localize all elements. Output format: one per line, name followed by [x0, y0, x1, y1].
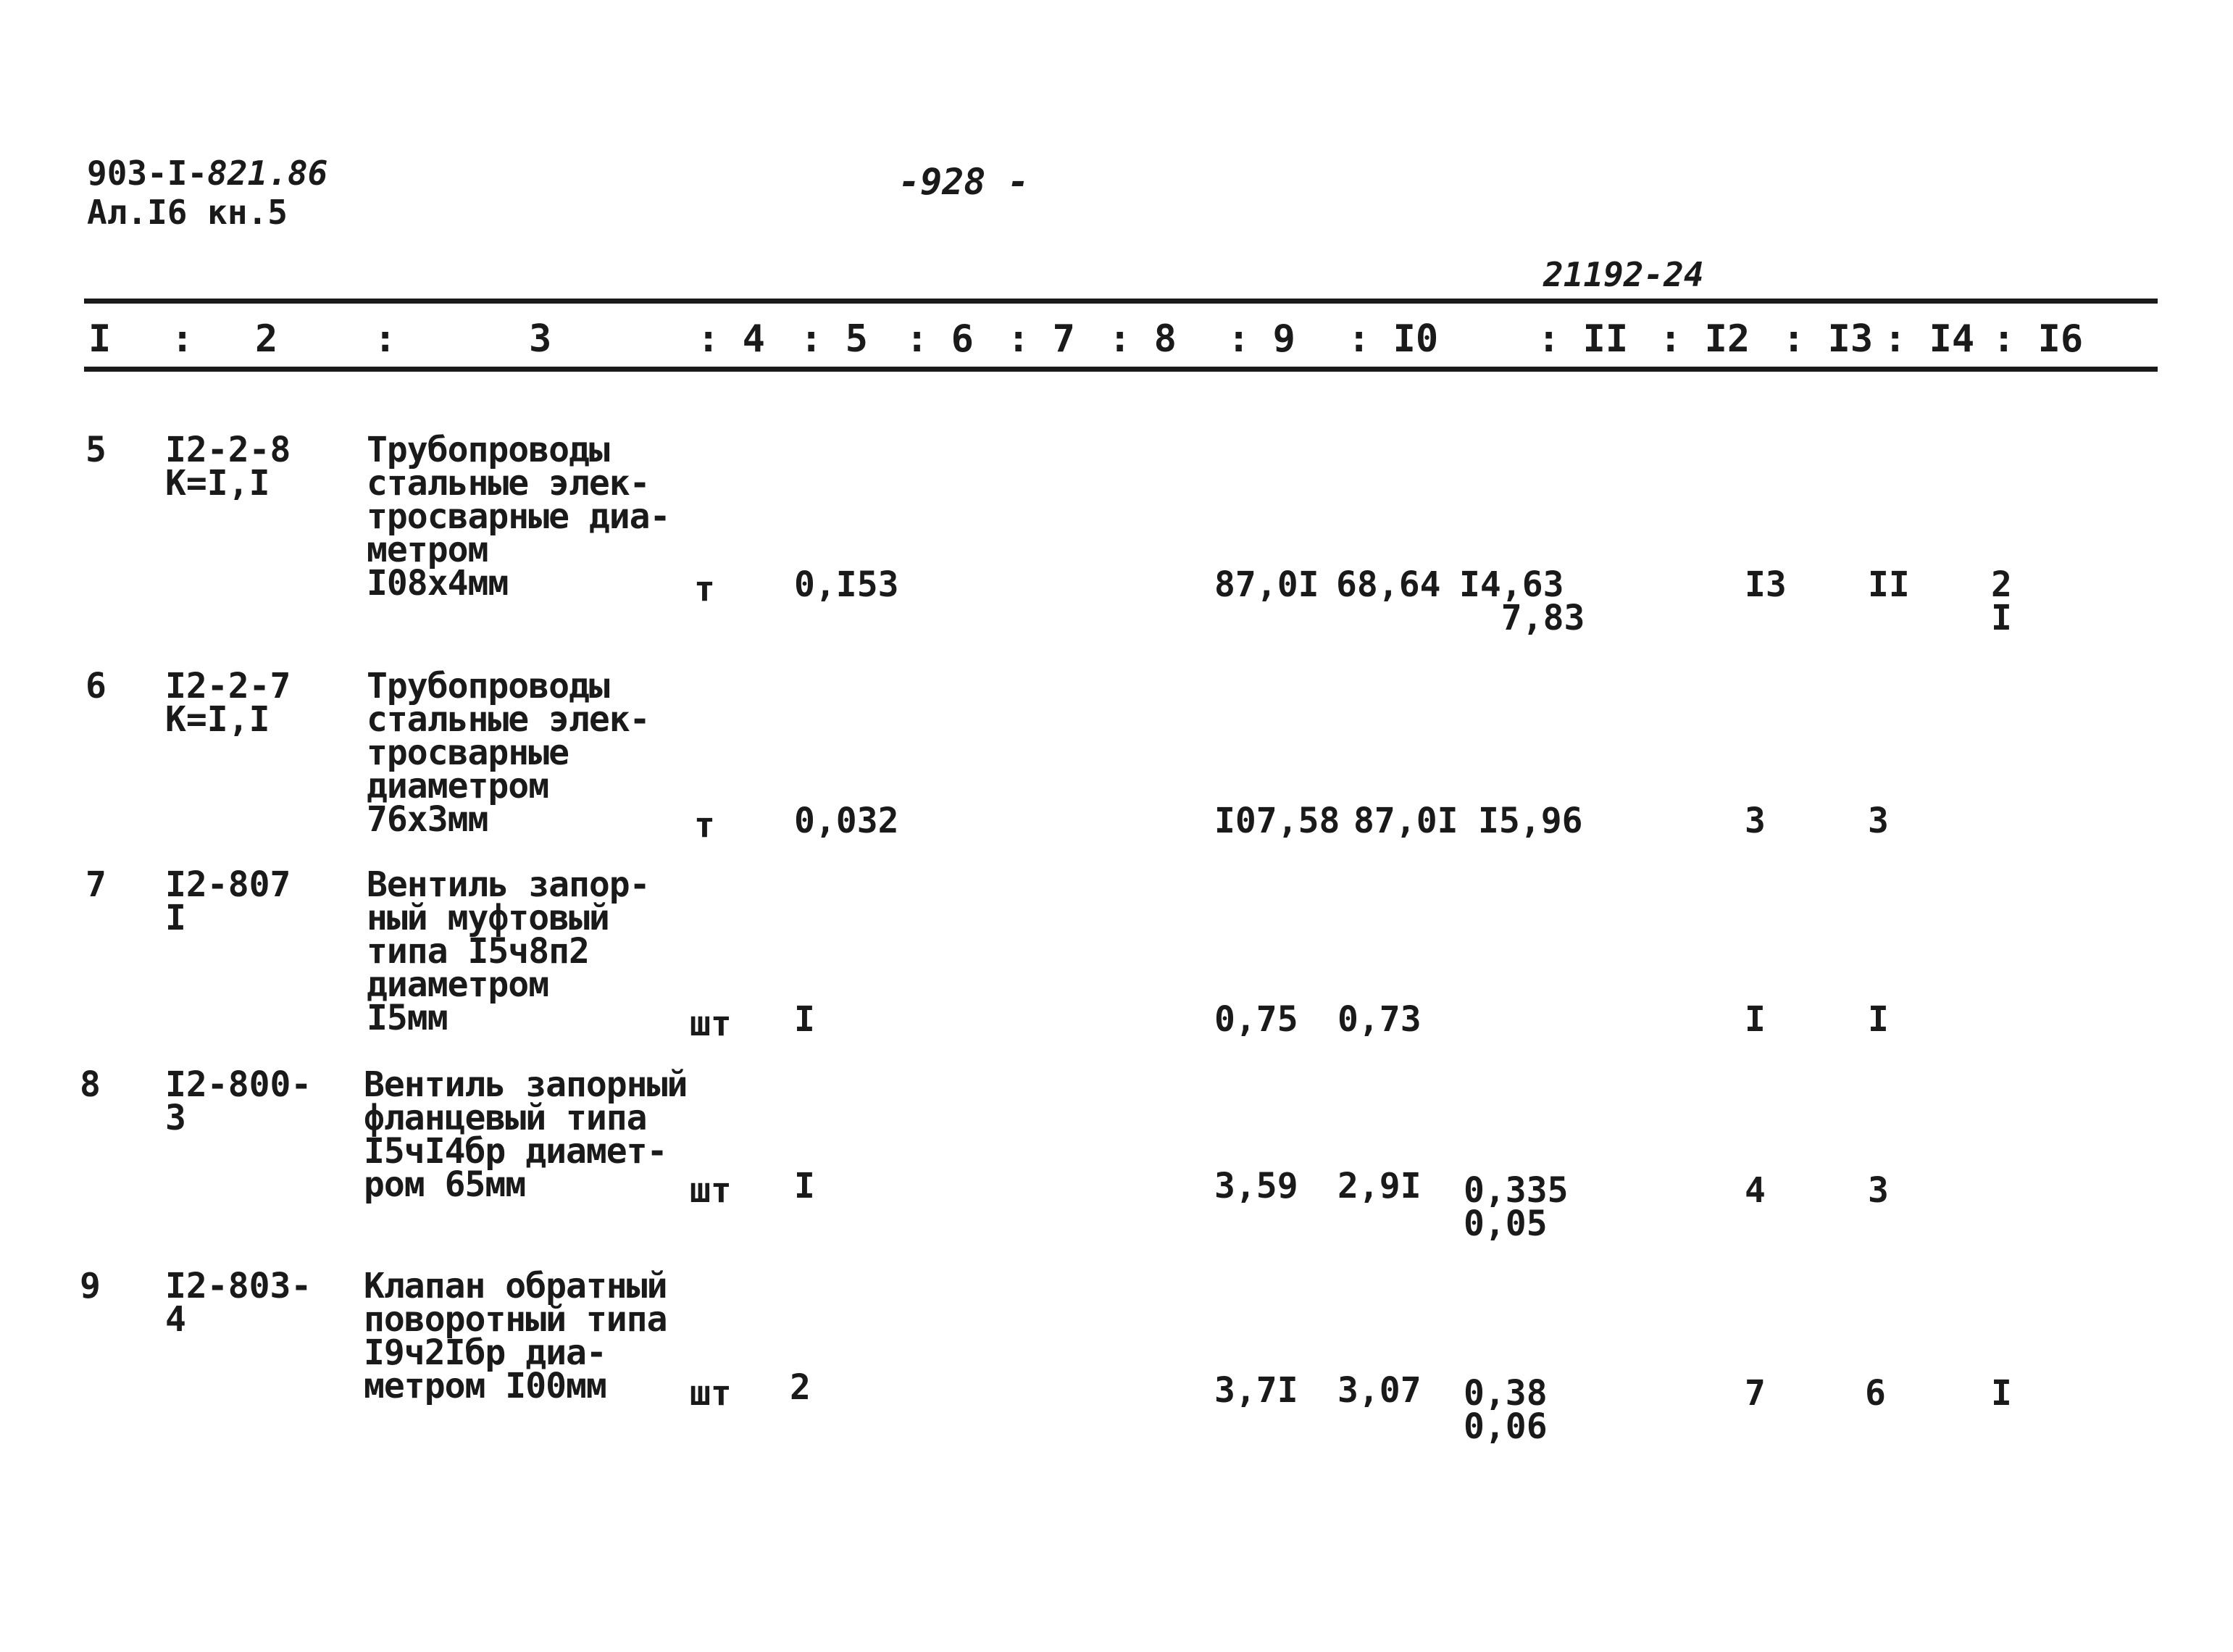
column-header: : 8	[1109, 317, 1177, 361]
row-number: 8	[80, 1064, 101, 1105]
col13-value: 6	[1865, 1373, 1886, 1414]
quantity: I	[794, 999, 815, 1040]
unit: шт	[690, 1373, 732, 1414]
col14-value: I	[1991, 1373, 2012, 1414]
col11-value: 0,335 0,05	[1464, 1170, 1569, 1244]
col9-value: 0,75	[1214, 999, 1298, 1040]
col9-value: I07,58	[1214, 801, 1340, 841]
rate-code: I2-2-7 К=I,I	[165, 666, 291, 740]
document-code-printed: 903-I-	[87, 154, 208, 193]
col11-value: I4,63 7,83	[1459, 564, 1585, 638]
rate-code: I2-800- 3	[165, 1064, 312, 1138]
col10-value: 3,07	[1337, 1370, 1422, 1411]
col13-value: 3	[1868, 801, 1889, 841]
unit: т	[694, 569, 715, 609]
col12-value: I	[1745, 999, 1766, 1040]
col10-value: 2,9I	[1337, 1166, 1422, 1206]
column-header: 2	[255, 317, 278, 361]
document-code	[87, 154, 327, 232]
table-header-rule	[84, 367, 2158, 372]
column-header: : I3	[1782, 317, 1874, 361]
col10-value: 68,64	[1336, 564, 1441, 605]
drawing-code: 21192-24	[1543, 255, 1704, 294]
col10-value: 87,0I	[1353, 801, 1458, 841]
column-header: 3	[529, 317, 552, 361]
item-description: Клапан обратный поворотный типа I9ч2Iбр диа- метром I00мм	[364, 1266, 667, 1406]
col9-value: 3,7I	[1214, 1370, 1298, 1411]
column-header: : 6	[906, 317, 974, 361]
item-description: Трубопроводы стальные элек- тросварные диа- метром I08х4мм	[367, 430, 670, 604]
rate-code: I2-2-8 К=I,I	[165, 430, 291, 504]
col9-value: 3,59	[1214, 1166, 1298, 1206]
column-header: : I4	[1884, 317, 1975, 361]
row-number: 5	[85, 430, 107, 470]
unit: шт	[690, 1004, 732, 1044]
column-header: I	[88, 317, 112, 361]
quantity: 0,032	[794, 801, 899, 841]
column-header: : II	[1537, 317, 1629, 361]
row-number: 7	[85, 864, 107, 905]
quantity: 2	[790, 1367, 811, 1408]
quantity: 0,I53	[794, 564, 899, 605]
column-header: : 4	[697, 317, 765, 361]
page-number: -928 -	[898, 161, 1030, 203]
item-description: Вентиль запор- ный муфтовый типа I5ч8п2 диаметром I5мм	[367, 864, 650, 1038]
col14-value: 2 I	[1991, 564, 2012, 638]
item-description: Вентиль запорный фланцевый типа I5чI4бр диамет- ром 65мм	[364, 1064, 688, 1205]
document-code-handwritten: 821.86	[207, 154, 328, 193]
column-header: :	[374, 317, 397, 361]
table-top-rule	[84, 299, 2158, 304]
column-header: : 9	[1227, 317, 1295, 361]
column-header: : I6	[1992, 317, 2084, 361]
column-header: : I0	[1348, 317, 1439, 361]
col13-value: I	[1868, 999, 1889, 1040]
col13-value: 3	[1868, 1170, 1889, 1211]
column-header: : 5	[800, 317, 868, 361]
col11-value: I5,96	[1478, 801, 1583, 841]
quantity: I	[794, 1166, 815, 1206]
row-number: 6	[85, 666, 107, 706]
column-header: : I2	[1659, 317, 1750, 361]
column-header: :	[171, 317, 194, 361]
unit: шт	[690, 1170, 732, 1211]
album-reference: Ал.I6 кн.5	[87, 193, 288, 232]
column-header: : 7	[1007, 317, 1075, 361]
rate-code: I2-807 I	[165, 864, 291, 938]
row-number: 9	[80, 1266, 101, 1306]
col11-value: 0,38 0,06	[1464, 1373, 1548, 1447]
col13-value: II	[1868, 564, 1910, 605]
rate-code: I2-803- 4	[165, 1266, 312, 1340]
col12-value: 4	[1745, 1170, 1766, 1211]
col9-value: 87,0I	[1214, 564, 1319, 605]
unit: т	[694, 805, 715, 846]
item-description: Трубопроводы стальные элек- тросварные диаметром 76х3мм	[367, 666, 650, 840]
col12-value: 3	[1745, 801, 1766, 841]
col12-value: 7	[1745, 1373, 1766, 1414]
col12-value: I3	[1745, 564, 1787, 605]
col10-value: 0,73	[1337, 999, 1422, 1040]
